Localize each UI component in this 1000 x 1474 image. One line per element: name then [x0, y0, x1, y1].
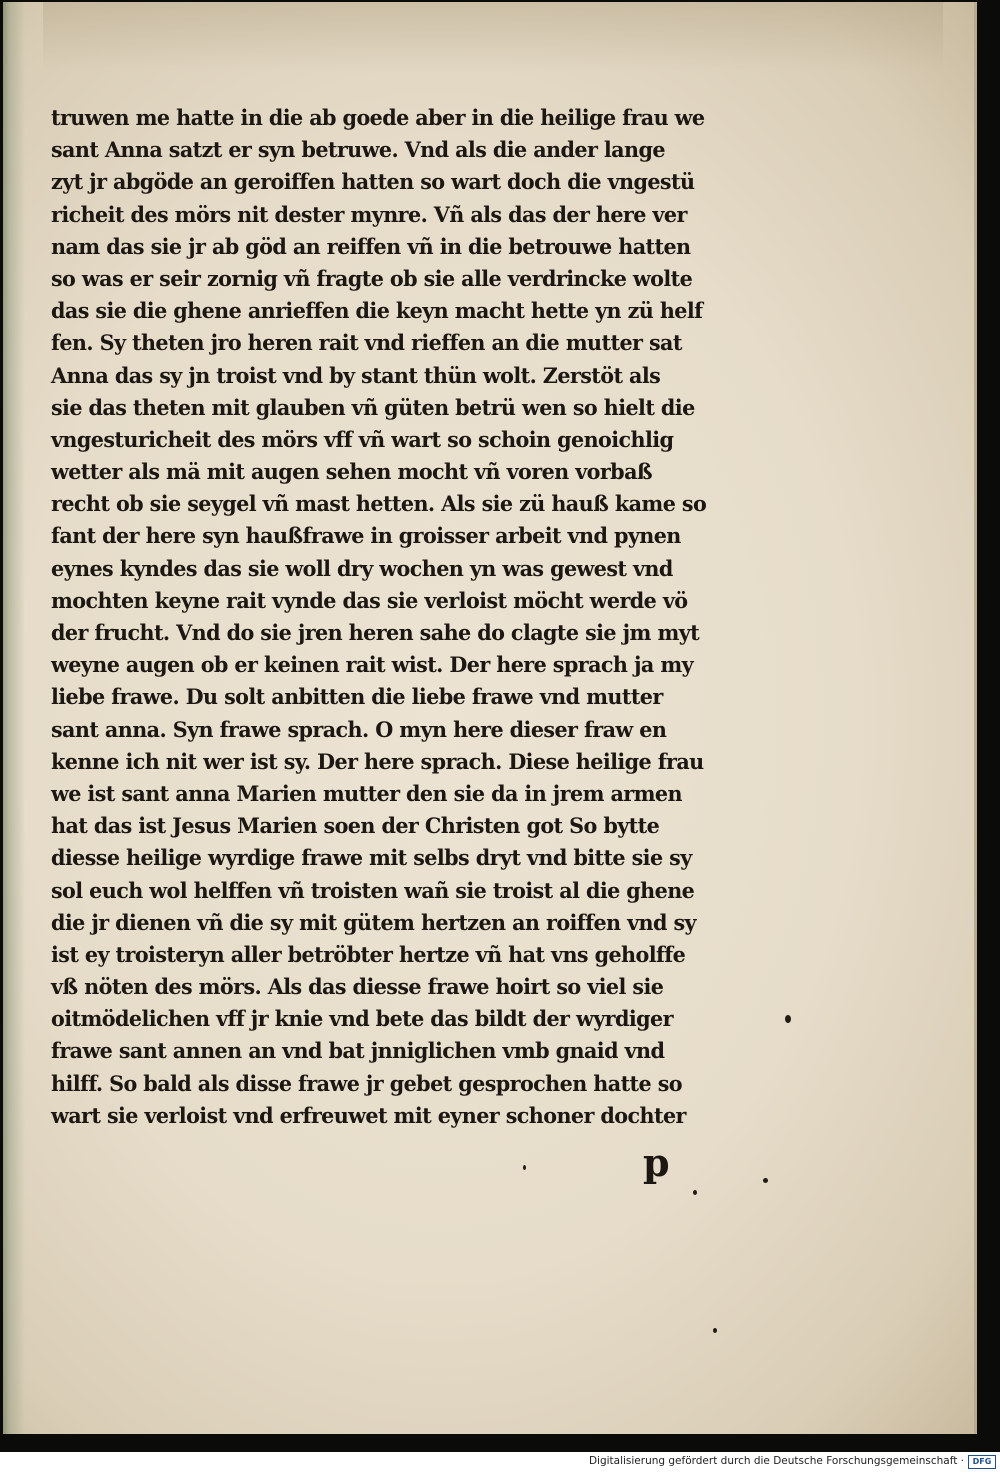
text-line: vngesturicheit des mörs vff vñ wart so schoin genoichlig [51, 426, 674, 452]
page-top-stain [43, 2, 943, 72]
dfg-logo: DFG [968, 1455, 996, 1469]
text-line: diesse heilige wyrdige frawe mit selbs dryt vnd bitte sie sy [51, 845, 692, 871]
text-line: sant Anna satzt er syn betruwe. Vnd als die ander lange [51, 137, 665, 163]
text-line: wetter als mä mit augen sehen mocht vñ voren vorbaß [51, 459, 653, 485]
text-line: sie das theten mit glauben vñ güten betrü wen so hielt die [51, 394, 695, 420]
ink-speck [763, 1178, 768, 1183]
text-line: sol euch wol helffen vñ troisten wañ sie troist al die ghene [51, 877, 695, 903]
funding-credit: Digitalisierung gefördert durch die Deutsche Forschungsgemeinschaft · [588, 1455, 964, 1467]
text-line: richeit des mörs nit dester mynre. Vñ als das der here ver [51, 201, 687, 227]
text-line: zyt jr abgöde an geroiffen hatten so wart doch die vngestü [51, 169, 695, 195]
text-line: Anna das sy jn troist vnd by stant thün wolt. Zerstöt als [51, 362, 661, 388]
text-line: die jr dienen vñ die sy mit gütem hertzen an roiffen vnd sy [51, 909, 696, 935]
text-line: wart sie verloist vnd erfreuwet mit eyner schoner dochter [51, 1102, 686, 1128]
text-line: vß nöten des mörs. Als das diesse frawe hoirt so viel sie [51, 974, 664, 1000]
text-line: der frucht. Vnd do sie jren heren sahe do clagte sie jm myt [51, 620, 700, 645]
ink-speck [713, 1328, 717, 1333]
text-line: oitmödelichen vff jr knie vnd bete das bildt der wyrdiger [51, 1006, 673, 1032]
text-line: so was er seir zornig vñ fragte ob sie alle verdrincke wolte [51, 265, 693, 291]
text-line: hilff. So bald als disse frawe jr gebet gesprochen hatte so [51, 1070, 682, 1096]
text-line: kenne ich nit wer ist sy. Der here sprach. Diese heilige frau [51, 748, 704, 774]
ink-speck [693, 1190, 697, 1195]
footer-bar [0, 1452, 1000, 1474]
text-line: fant der here syn haußfrawe in groisser arbeit vnd pynen [51, 523, 681, 549]
signature-mark: p [643, 1140, 670, 1185]
text-line: liebe frawe. Du solt anbitten die liebe frawe vnd mutter [51, 684, 663, 710]
text-line: mochten keyne rait vynde das sie verloist möcht werde vö [51, 587, 688, 613]
text-line: truwen me hatte in die ab goede aber in die heilige frau we [51, 105, 705, 130]
page-edge-stain [3, 2, 25, 1434]
text-line: sant anna. Syn frawe sprach. O myn here dieser fraw en [51, 716, 667, 742]
body-text [51, 102, 751, 1132]
text-line: das sie die ghene anrieffen die keyn macht hette yn zü helf [51, 298, 703, 324]
text-line: we ist sant anna Marien mutter den sie da in jrem armen [51, 780, 682, 806]
text-line: frawe sant annen an vnd bat jnniglichen vmb gnaid vnd [51, 1038, 665, 1064]
text-line: fen. Sy theten jro heren rait vnd rieffen an die mutter sat [51, 330, 682, 356]
ink-speck [785, 1015, 791, 1023]
text-line: hat das ist Jesus Marien soen der Christen got So bytte [51, 813, 660, 839]
text-line: eynes kyndes das sie woll dry wochen yn was gewest vnd [51, 555, 673, 581]
text-line: nam das sie jr ab göd an reiffen vñ in die betrouwe hatten [51, 233, 691, 259]
ink-speck [523, 1165, 526, 1170]
text-line: weyne augen ob er keinen rait wist. Der here sprach ja my [51, 652, 694, 678]
text-line: ist ey troisteryn aller betröbter hertze vñ hat vns geholffe [51, 941, 686, 967]
book-page [3, 2, 977, 1434]
text-line: recht ob sie seygel vñ mast hetten. Als sie zü hauß kame so [51, 491, 707, 517]
